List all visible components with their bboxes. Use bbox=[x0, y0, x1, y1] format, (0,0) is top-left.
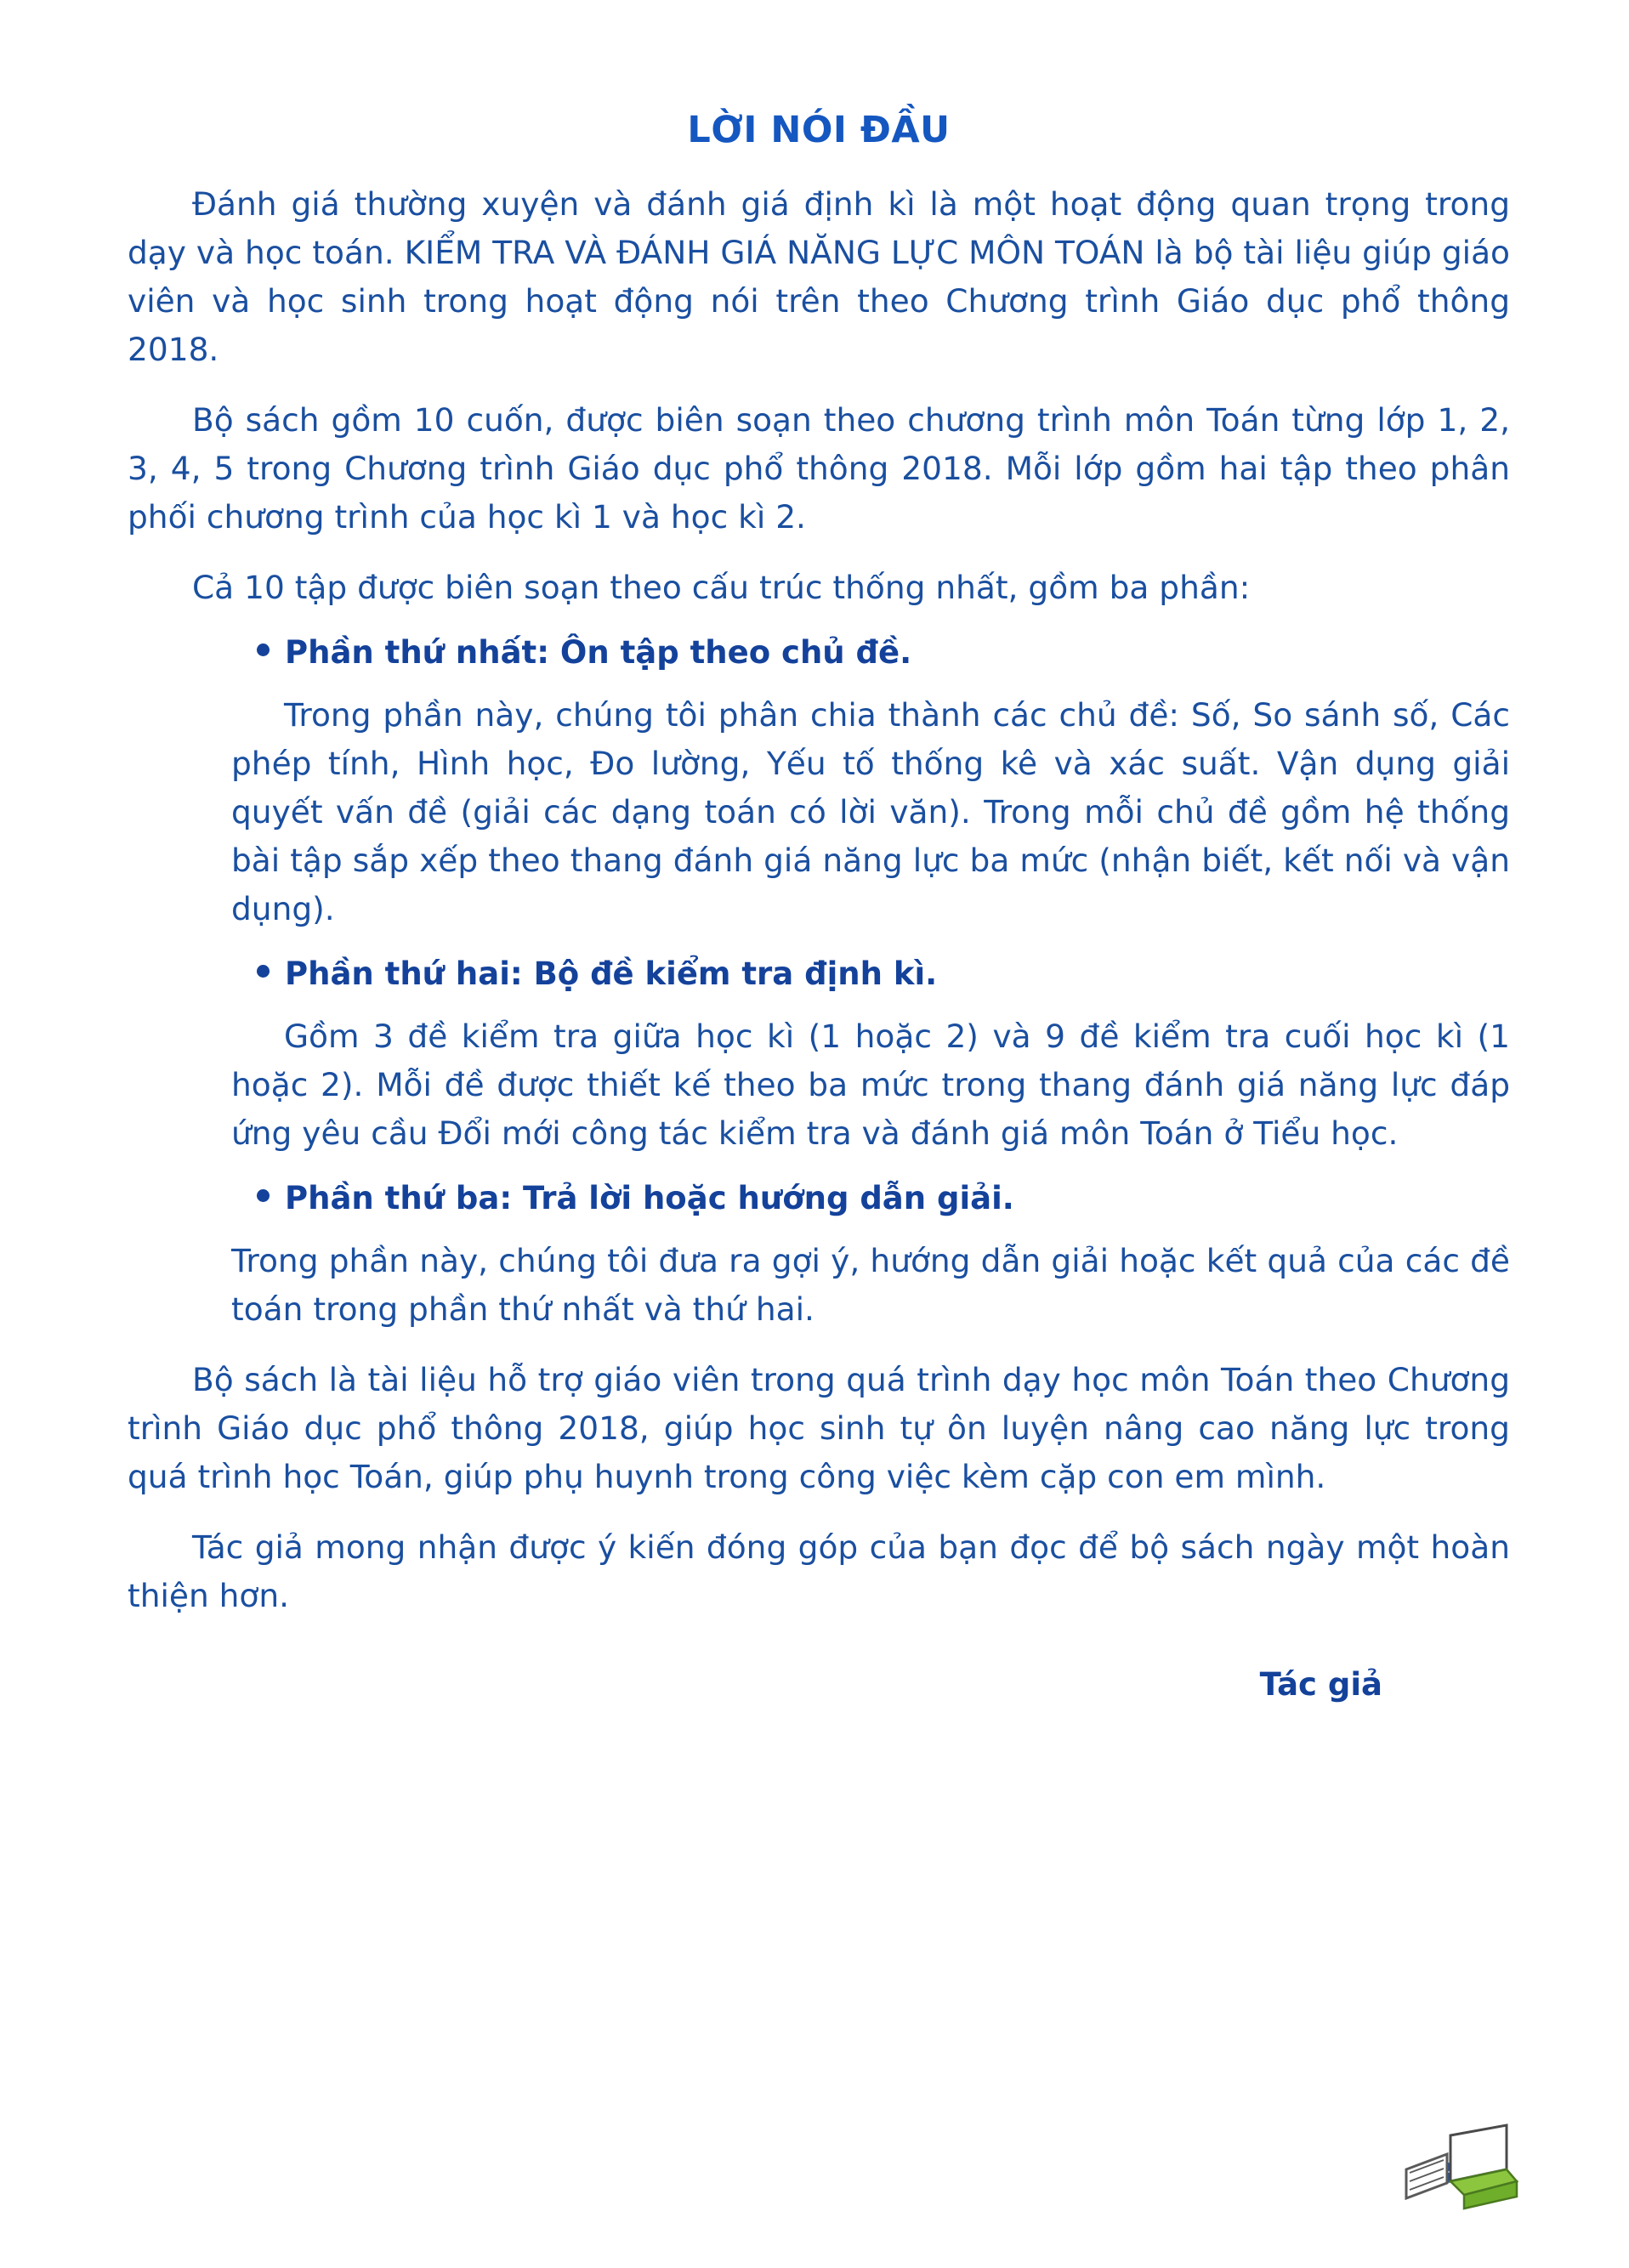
section-body-part-one: Trong phần này, chúng tôi phân chia thành các chủ đề: Số, So sánh số, Các phép tính, Hình học, Đo lường, Yếu tố thống kê và xác suất. Vận dụng giải quyết vấn đề (giải các dạng toán có lời văn). Trong mỗi chủ đề gồm hệ thống bài tập sắp xếp theo thang đánh giá năng lực ba mức (nhận biết, kết nối và vận dụng). bbox=[231, 696, 1510, 927]
author-signature: Tác giả bbox=[1259, 1666, 1382, 1703]
closing-paragraph-2: Tác giả mong nhận được ý kiến đóng góp của bạn đọc để bộ sách ngày một hoàn thiện hơn. bbox=[128, 1528, 1510, 1614]
closing-paragraph-1: Bộ sách là tài liệu hỗ trợ giáo viên trong quá trình dạy học môn Toán theo Chương trình Giáo dục phổ thông 2018, giúp học sinh tự ôn luyện nâng cao năng lực trong quá trình học Toán, giúp phụ huynh trong công việc kèm cặp con em mình. bbox=[128, 1361, 1510, 1495]
section-body-part-three: Trong phần này, chúng tôi đưa ra gợi ý, hướng dẫn giải hoặc kết quả của các đề toán trong phần thứ nhất và thứ hai. bbox=[231, 1242, 1510, 1328]
section-heading-part-three bbox=[128, 1180, 1510, 1216]
bullet-dot-icon bbox=[257, 965, 270, 978]
bullet-dot-icon bbox=[257, 644, 270, 656]
page-title: LỜI NÓI ĐẦU bbox=[687, 109, 951, 151]
section-heading-part-one bbox=[128, 634, 1510, 671]
section-body-part-two: Gồm 3 đề kiểm tra giữa học kì (1 hoặc 2) và 9 đề kiểm tra cuối học kì (1 hoặc 2). Mỗi đề được thiết kế theo ba mức trong thang đánh giá năng lực đáp ứng yêu cầu Đổi mới công tác kiểm tra và đánh giá môn Toán ở Tiểu học. bbox=[231, 1018, 1510, 1152]
intro-paragraph-2: Bộ sách gồm 10 cuốn, được biên soạn theo chương trình môn Toán từng lớp 1, 2, 3, 4, 5 trong Chương trình Giáo dục phổ thông 2018. Mỗi lớp gồm hai tập theo phân phối chương trình của học kì 1 và học kì 2. bbox=[128, 401, 1510, 536]
book-icon bbox=[1398, 2120, 1525, 2214]
section-heading-part-two bbox=[128, 955, 1510, 992]
section-heading-part-two-label: Phần thứ hai: Bộ đề kiểm tra định kì. bbox=[285, 955, 938, 992]
section-heading-part-one-label: Phần thứ nhất: Ôn tập theo chủ đề. bbox=[285, 634, 912, 671]
bullet-dot-icon bbox=[257, 1189, 270, 1202]
section-heading-part-three-label: Phần thứ ba: Trả lời hoặc hướng dẫn giải. bbox=[285, 1180, 1014, 1216]
intro-paragraph-3: Cả 10 tập được biên soạn theo cấu trúc thống nhất, gồm ba phần: bbox=[192, 569, 1251, 606]
intro-paragraph-1: Đánh giá thường xuyện và đánh giá định kì là một hoạt động quan trọng trong dạy và học toán. KIỂM TRA VÀ ĐÁNH GIÁ NĂNG LỰC MÔN TOÁN là bộ tài liệu giúp giáo viên và học sinh trong hoạt động nói trên theo Chương trình Giáo dục phổ thông 2018. bbox=[128, 185, 1510, 368]
page-footer bbox=[1338, 2112, 1525, 2214]
